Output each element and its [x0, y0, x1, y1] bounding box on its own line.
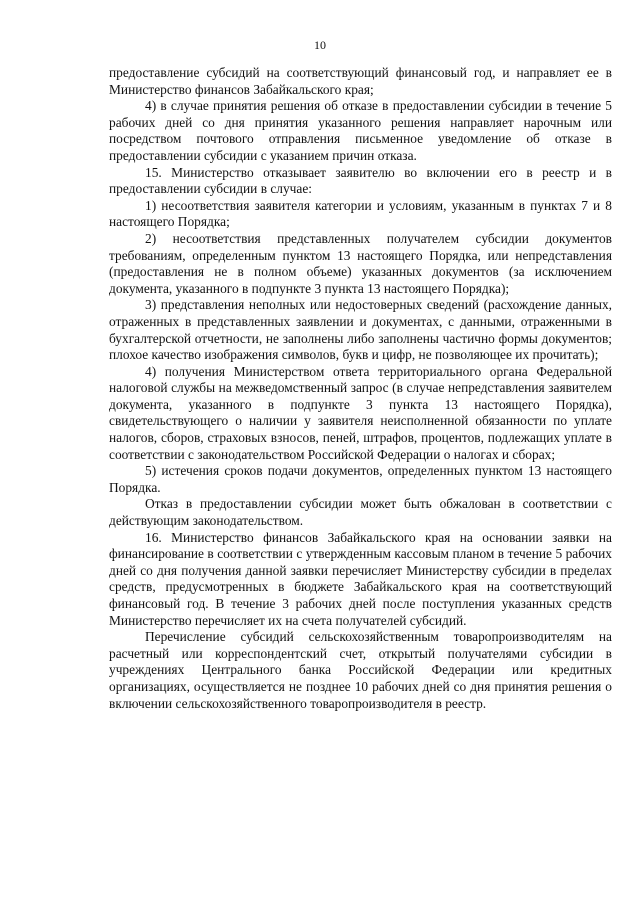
- paragraph-subitem-4-refusal-notice: 4) в случае принятия решения об отказе в предоставлении субсидии в течение 5 рабочих дней со дня принятия указанного решения направляет нарочным или посредством почтового отправления письменное уведомление об отказе в предоставлении субсидии с указанием причин отказа.: [109, 98, 612, 163]
- paragraph-transfer-terms: Перечисление субсидий сельскохозяйственным товаропроизводителям на расчетный или корреспондентский счет, открытый получателями субсидии в учреждениях Центрального банка Российской Федерации или кредитных организациях, осуществляется не позднее 10 рабочих дней со дня принятия решения о включении сельскохозяйственного товаропроизводителя в реестр.: [109, 629, 612, 711]
- paragraph-clause-15-item-3: 3) представления неполных или недостоверных сведений (расхождение данных, отраженных в представленных заявлении и документах, с данными, отраженными в бухгалтерской отчетности, не заполнены либо заполнены частично формы документов; плохое качество изображения символов, букв и цифр, не позволяющее их прочитать);: [109, 297, 612, 363]
- paragraph-clause-16: 16. Министерство финансов Забайкальского края на основании заявки на финансирование в соответствии с утвержденным кассовым планом в течение 5 рабочих дней со дня получения данной заявки перечисляет Министерству субсидии в пределах средств, предусмотренных в бюджете Забайкальского края на соответствующий финансовый год. В течение 3 рабочих дней после поступления указанных средств Министерство перечисляет их на счета получателей субсидий.: [109, 529, 612, 628]
- paragraph-continuation: предоставление субсидий на соответствующий финансовый год, и направляет ее в Министерство финансов Забайкальского края;: [109, 65, 612, 97]
- paragraph-clause-15-item-4: 4) получения Министерством ответа территориального органа Федеральной налоговой службы на межведомственный запрос (в случае непредставления заявителем документа, указанного в подпункте 3 пункта 13 настоящего Порядка), свидетельствующего о наличии у заявителя неисполненной обязанности по уплате налогов, сборов, страховых взносов, пеней, штрафов, процентов, подлежащих уплате в соответствии с законодательством Российской Федерации о налогах и сборах;: [109, 363, 612, 462]
- paragraph-clause-15-item-1: 1) несоответствия заявителя категории и условиям, указанным в пунктах 7 и 8 настоящего Порядка;: [109, 197, 612, 230]
- page-number: 10: [314, 38, 326, 52]
- paragraph-appeal-note: Отказ в предоставлении субсидии может быть обжалован в соответствии с действующим законодательством.: [109, 496, 612, 529]
- paragraph-clause-15: 15. Министерство отказывает заявителю во включении его в реестр и в предоставлении субсидии в случае:: [109, 164, 612, 197]
- document-body: [109, 65, 612, 712]
- paragraph-clause-15-item-2: 2) несоответствия представленных получателем субсидии документов требованиям, определенным пунктом 13 настоящего Порядка, или непредставления (предоставления не в полном объеме) указанных документов (за исключением документа, указанного в подпункте 3 пункта 13 настоящего Порядка);: [109, 230, 612, 296]
- paragraph-clause-15-item-5: 5) истечения сроков подачи документов, определенных пунктом 13 настоящего Порядка.: [109, 463, 612, 495]
